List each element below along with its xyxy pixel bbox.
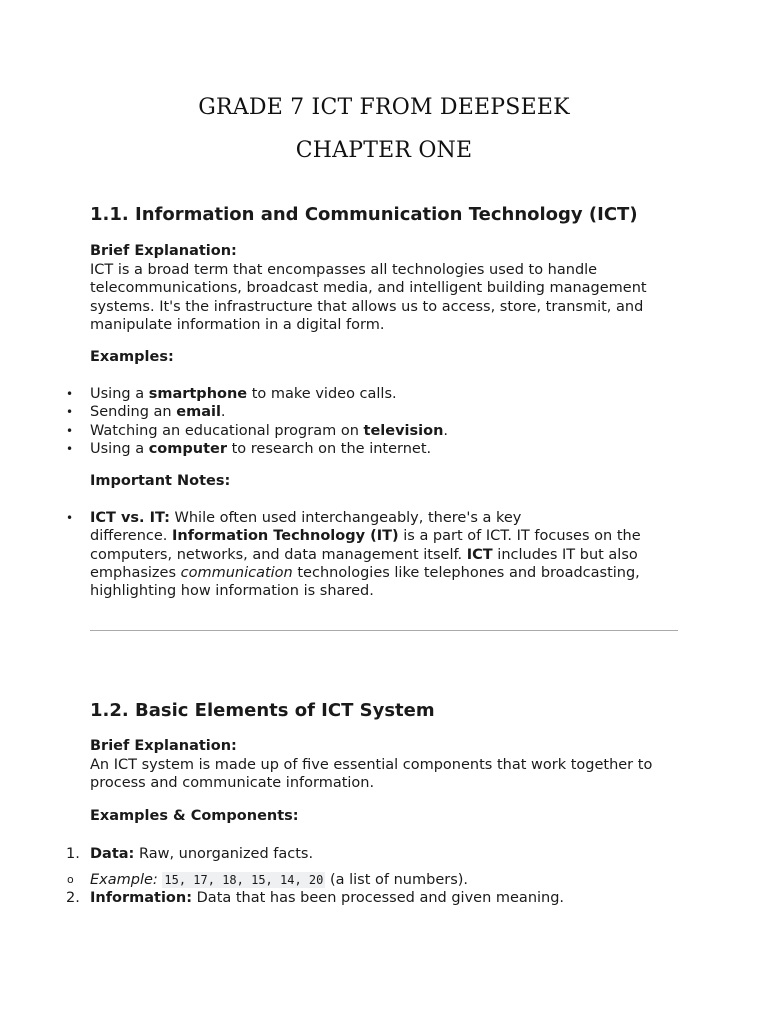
sub-bullet-marker: o [67,873,74,886]
document-page: GRADE 7 ICT FROM DEEPSEEK CHAPTER ONE 1.1. Information and Communication Technology (ICT) Brief Explanation: ICT is a broad term that encompasses all technologies used to handle telecommunications, broadcast media, and intelligent building management systems. It's the infrastructure that allows us to access, store, transmit, and manipulate information in a digital form. Examples: • Using a smartphone to make video calls. • Sending an email. • Watching an educational program on television. • Using a computer to research on the internet. Important Notes: • ICT vs. IT: While often used interchangeably, there's a key difference. Information Technology (IT) is a part of ICT. IT focuses on the computers, networks, and data management itself. ICT includes IT but also emphasizes communication technologies like telephones and broadcasting, highlighting how information is shared. 1.2. Basic Elements of ICT System Brief Explanation: An ICT system is made up of five essential components that work together to process and communicate information. Examples & Components: 1. Data: Raw, unorganized facts. o Example: 15, 17, 18, 15, 14, 20 (a list of numbers). 2. Information: Data that has been processed and given meaning. [0,0,768,1024]
bullet-marker: • [66,423,74,438]
keyword: television [363,422,444,439]
code-snippet: 15, 17, 18, 15, 14, 20 [164,873,324,887]
bullet-marker: • [66,405,74,420]
list-item: • Using a computer to research on the internet. [66,440,432,457]
examples-list [0,385,768,458]
chapter-title: CHAPTER ONE [295,138,473,163]
list-item: • ICT vs. IT: While often used interchangeably, there's a key difference. Information Technology (IT) is a part of ICT. IT focuses on the computers, networks, and data management itself. ICT includes IT but also emphasizes communication technologies like telephones and broadcasting, highlighting how information is shared. [66,510,641,600]
bullet-marker: • [66,441,74,456]
brief-explanation-text [90,756,690,793]
notes-list [0,509,768,600]
paragraph-line: telecommunications, broadcast media, and intelligent building management [90,280,647,297]
list-number: 2. [66,890,80,906]
keyword: computer [148,440,227,457]
paragraph-line: process and communicate information. [90,775,375,792]
examples-label: Examples: [90,349,174,365]
paragraph-line: systems. It's the infrastructure that allows us to access, store, transmit, and [90,298,644,315]
horizontal-rule [90,630,678,631]
brief-explanation-text [90,261,690,334]
bullet-marker: • [66,387,74,401]
section-heading-1-2: 1.2. Basic Elements of ICT System [90,700,435,721]
list-item: • Sending an email. [66,404,226,421]
keyword: smartphone [148,386,248,402]
important-notes-label: Important Notes: [90,473,231,489]
paragraph-line: An ICT system is made up of five essential components that work together to [90,757,653,773]
brief-explanation-label: Brief Explanation: [90,243,237,259]
list-item: • Watching an educational program on television. [66,422,449,439]
section-heading-1-1: 1.1. Information and Communication Technology (ICT) [90,204,638,225]
brief-explanation-label: Brief Explanation: [90,738,237,754]
bullet-marker: • [66,511,74,525]
list-number: 1. [66,846,80,862]
document-title: GRADE 7 ICT FROM DEEPSEEK [198,95,570,120]
examples-components-label: Examples & Components: [90,808,299,824]
list-item: • Using a smartphone to make video calls. [66,386,397,402]
paragraph-line: ICT is a broad term that encompasses all technologies used to handle [90,262,598,278]
paragraph-line: manipulate information in a digital form. [90,316,385,333]
keyword: email [176,404,221,421]
